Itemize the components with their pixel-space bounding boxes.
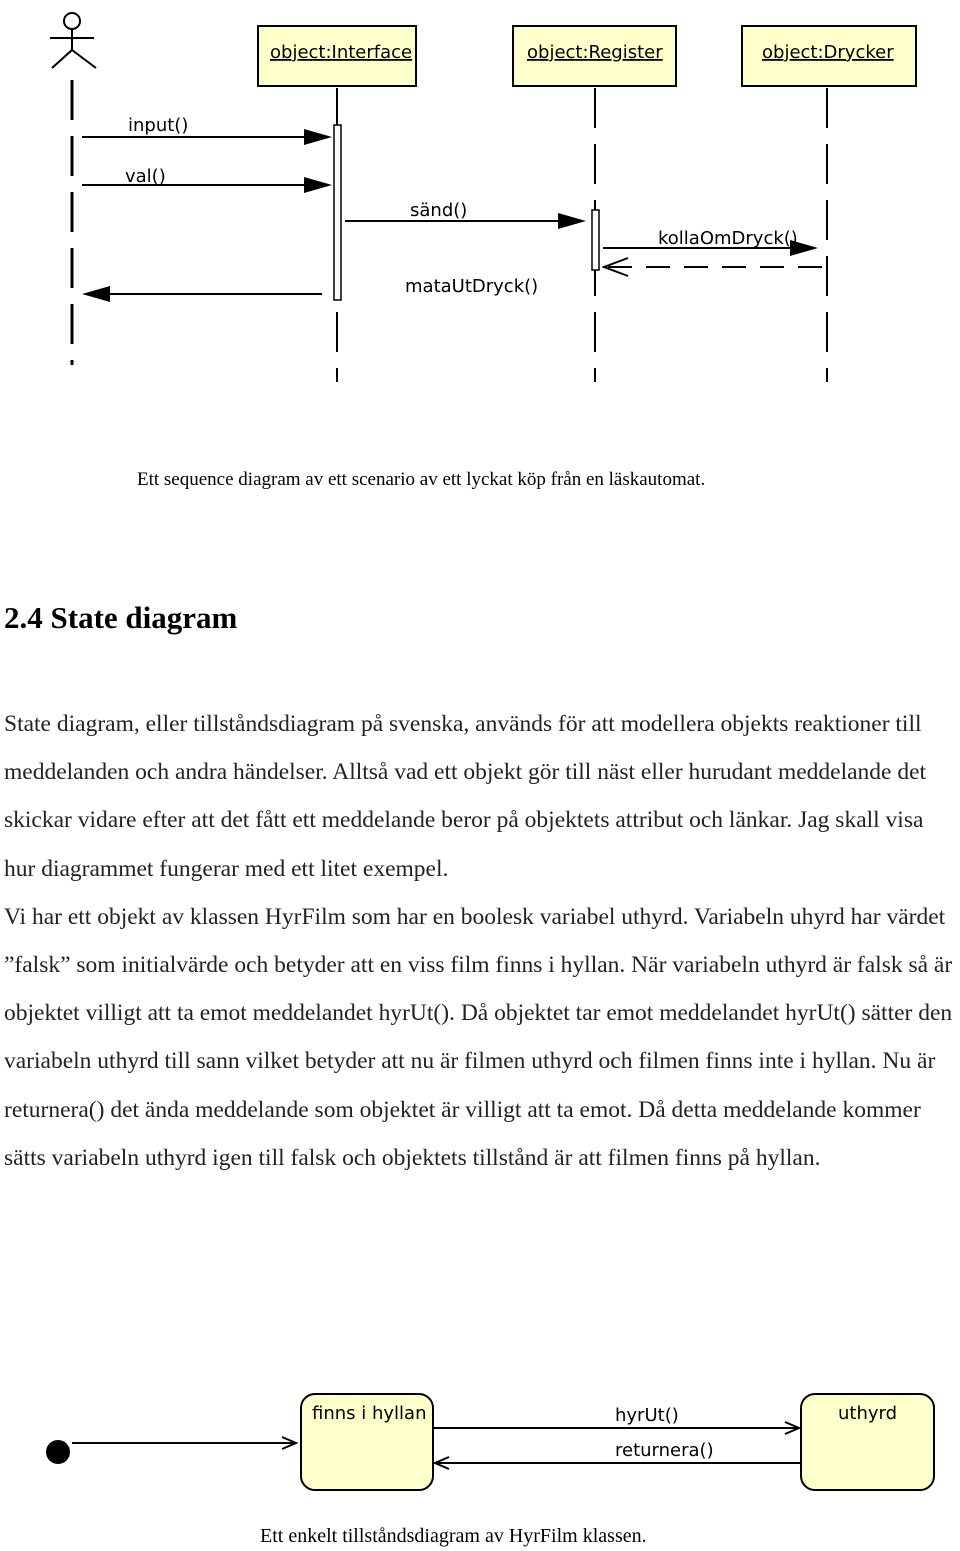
state-finns-i-hyllan [301,1394,433,1490]
object-label-register: object:Register [527,42,663,63]
message-matautdryck [82,276,538,302]
object-label-interface: object:Interface [270,42,413,63]
state-diagram [0,1385,960,1505]
message-val [82,166,332,193]
state-label-finns-i-hyllan: finns i hyllan [312,1403,427,1424]
message-label-matautdryck: mataUtDryck() [405,276,539,297]
message-return [604,258,822,276]
section-heading: 2.4 State diagram [4,600,238,635]
message-label-kollaomdryck: kollaOmDryck() [658,228,798,249]
sequence-diagram-caption: Ett sequence diagram av ett scenario av ett lyckat köp från en läskautomat. [137,469,706,490]
state-label-uthyrd: uthyrd [838,1403,898,1424]
object-label-drycker: object:Drycker [762,42,894,63]
message-label-val: val() [125,166,166,187]
transition-returnera [435,1440,800,1469]
transition-hyrut [434,1405,799,1434]
sequence-diagram [0,0,960,400]
object-box-interface [258,26,416,86]
message-input [82,115,332,145]
message-kollaomdryck [603,228,818,256]
transition-label-returnera: returnera() [615,1440,714,1461]
activation-bar-interface [334,125,341,300]
initial-state-dot [46,1440,70,1464]
activation-bar-register [592,210,599,270]
paragraph-example: Vi har ett objekt av klassen HyrFilm som har en boolesk variabel uthyrd. Variabeln uhyrd har värdet ”falsk” som initialvärde och betyder att en viss film finns i hyllan. När variabeln uthyrd är falsk så är objektet villigt att ta emot meddelandet hyrUt(). Då objektet tar emot meddelandet hyrUt() sätter den variabeln uthyrd till sann vilket betyder att nu är filmen uthyrd och filmen finns inte i hyllan. Nu är returnera() det ända meddelande som objektet är villigt att ta emot. Då detta meddelande kommer sätts variabeln uthyrd igen till falsk och objektets tillstånd är att filmen finns på hyllan. [4,903,953,1171]
object-box-register [513,26,676,86]
message-label-sand: sänd() [410,200,468,221]
body-text [4,700,960,1182]
message-label-input: input() [128,115,189,136]
state-diagram-caption: Ett enkelt tillståndsdiagram av HyrFilm klassen. [260,1525,647,1547]
state-uthyrd [801,1394,934,1490]
initial-transition [72,1437,296,1449]
paragraph-intro: State diagram, eller tillståndsdiagram på svenska, används för att modellera objekts reaktioner till meddelanden och andra händelser. Alltså vad ett objekt gör till näst eller hurudant meddelande det skickar vidare efter att det fått ett meddelande beror på objektets attribut och länkar. Jag skall visa hur diagrammet fungerar med ett litet exempel. [4,711,927,882]
transition-label-hyrut: hyrUt() [615,1405,679,1426]
actor-icon [50,13,96,68]
object-box-drycker [742,26,916,86]
message-sand [345,200,586,229]
